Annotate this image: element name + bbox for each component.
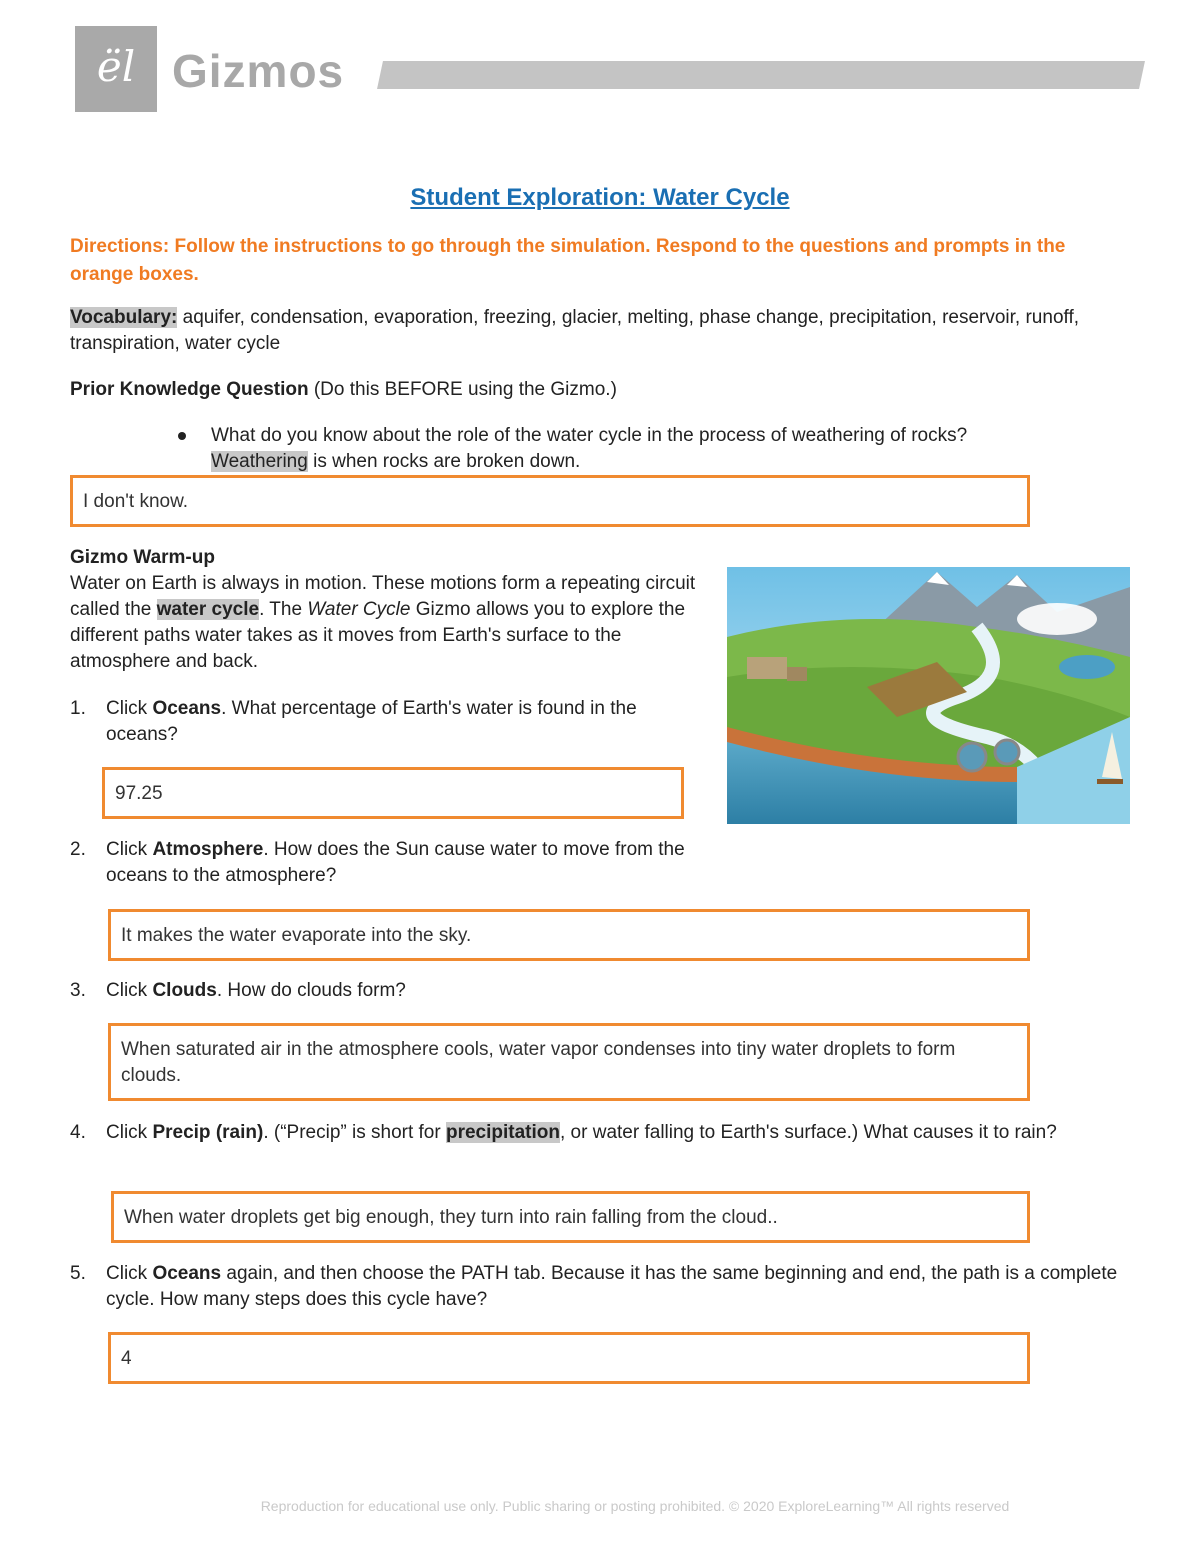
warmup-text-3: Gizmo allows you to explore the different paths water takes as it moves from Earth's surface to the atmosphere and back.: [70, 599, 686, 672]
q2-pre: Click: [106, 839, 153, 860]
prior-question: [211, 423, 1111, 475]
q2-bold: Atmosphere: [152, 839, 264, 860]
warmup-text-1: Water on Earth is always in motion. These motions form a repeating circuit called the: [70, 573, 696, 620]
directions: Directions: Follow the instructions to go through the simulation. Respond to the questions and prompts in the orange boxes.: [70, 236, 1066, 285]
prior-note: (Do this BEFORE using the Gizmo.): [308, 379, 617, 400]
q5-pre: Click: [106, 1263, 153, 1284]
weathering-term: Weathering: [211, 451, 308, 472]
q5-answer: 4: [121, 1348, 132, 1369]
q1-answer-box[interactable]: [102, 767, 684, 819]
warmup-heading: Gizmo Warm-up: [70, 547, 215, 568]
q4-text: [106, 1120, 1126, 1146]
prior-knowledge: [70, 377, 1070, 403]
q4-pre: Click: [106, 1122, 153, 1143]
warmup-text-2: . The: [259, 599, 308, 620]
q4-post: , or water falling to Earth's surface.) What causes it to rain?: [560, 1122, 1057, 1143]
q1-post: . What percentage of Earth's water is found in the oceans?: [106, 698, 637, 745]
prior-answer: I don't know.: [83, 491, 189, 512]
precipitation-term: precipitation: [445, 1122, 560, 1143]
q3-bold: Clouds: [152, 980, 217, 1001]
q3-pre: Click: [106, 980, 153, 1001]
page-title: Student Exploration: Water Cycle: [410, 184, 790, 211]
vocabulary-label: Vocabulary:: [70, 307, 178, 328]
q1-answer: 97.25: [115, 783, 163, 804]
q3-post: . How do clouds form?: [216, 980, 406, 1001]
q4-bold: Precip (rain): [152, 1122, 264, 1143]
q3-number: 3.: [70, 980, 86, 1001]
q1-pre: Click: [106, 698, 153, 719]
q5-number: 5.: [70, 1263, 86, 1284]
q4-number: 4.: [70, 1122, 86, 1143]
footer-notice: Reproduction for educational use only. Public sharing or posting prohibited. © 2020 ExploreLearning™ All rights reserved: [260, 1498, 1010, 1514]
q5-answer-box[interactable]: [108, 1332, 1030, 1384]
logo-glyph: ël: [96, 42, 136, 91]
prior-heading: Prior Knowledge Question: [70, 379, 309, 400]
header-bar: [377, 61, 1145, 89]
q2-answer-box[interactable]: [108, 909, 1030, 961]
q2-text: [106, 837, 696, 889]
q3-answer: When saturated air in the atmosphere cools, water vapor condenses into tiny water droplets to form clouds.: [121, 1039, 956, 1086]
q4-mid: . (“Precip” is short for: [263, 1122, 446, 1143]
q2-answer: It makes the water evaporate into the sky.: [121, 925, 472, 946]
vocabulary-text: aquifer, condensation, evaporation, freezing, glacier, melting, phase change, precipitation, reservoir, runoff, transpiration, water cycle: [70, 307, 1080, 354]
vocabulary: [70, 305, 1080, 357]
q5-post: again, and then choose the PATH tab. Because it has the same beginning and end, the path is a complete cycle. How many steps does this cycle have?: [106, 1263, 1118, 1310]
weathering-def: is when rocks are broken down.: [307, 451, 581, 472]
q5-text: [106, 1261, 1126, 1313]
prior-answer-box[interactable]: [70, 475, 1030, 527]
q2-post: . How does the Sun cause water to move from the oceans to the atmosphere?: [106, 839, 685, 886]
q3-text: [106, 978, 1006, 1004]
q5-bold: Oceans: [152, 1263, 222, 1284]
gizmos-logo: [75, 26, 157, 112]
brand-name: Gizmos: [172, 45, 345, 97]
q1-bold: Oceans: [152, 698, 222, 719]
bullet-dot: [178, 432, 186, 440]
water-cycle-term: water cycle: [156, 599, 260, 620]
prior-question-text: What do you know about the role of the water cycle in the process of weathering of rocks?: [211, 425, 968, 446]
water-cycle-illustration: [727, 567, 1130, 824]
q3-answer-box[interactable]: [108, 1023, 1030, 1101]
q1-text: [106, 696, 696, 748]
warmup: [70, 545, 700, 675]
q4-answer: When water droplets get big enough, they turn into rain falling from the cloud..: [124, 1207, 778, 1228]
q4-answer-box[interactable]: [111, 1191, 1030, 1243]
gizmo-name: Water Cycle: [307, 599, 411, 620]
q1-number: 1.: [70, 698, 86, 719]
q2-number: 2.: [70, 839, 86, 860]
